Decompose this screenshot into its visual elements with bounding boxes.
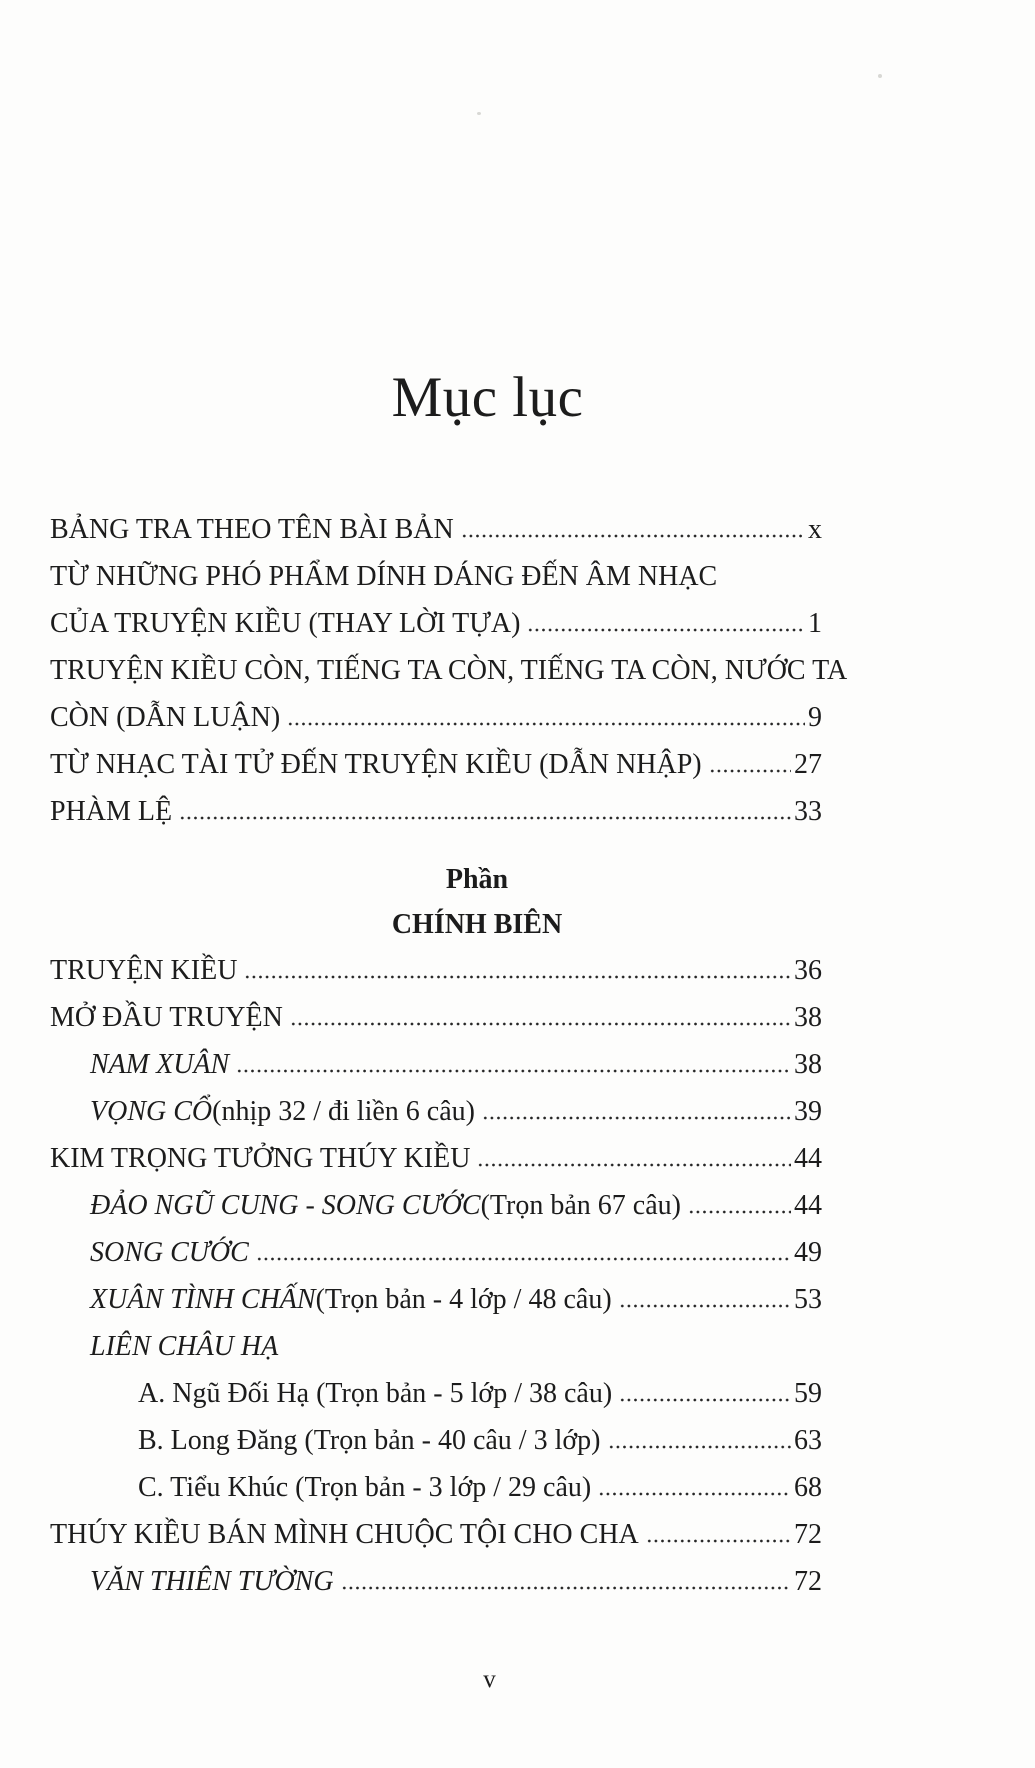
toc-entry [50, 1417, 822, 1464]
toc-entry-label: BẢNG TRA THEO TÊN BÀI BẢN [50, 514, 454, 545]
toc-entry [50, 1088, 822, 1135]
toc-page-number: 9 [808, 702, 822, 733]
toc-leader-dots [244, 959, 791, 979]
toc-entry-label: PHÀM LỆ [50, 796, 173, 827]
toc-entry-label: THÚY KIỀU BÁN MÌNH CHUỘC TỘI CHO CHA [50, 1519, 639, 1550]
toc-leader-dots [290, 1006, 791, 1026]
toc-page-number: 27 [794, 749, 822, 780]
toc-page-number: 63 [794, 1425, 822, 1456]
toc-leader-dots [527, 612, 805, 632]
toc-front-matter [50, 506, 848, 835]
scan-speck [878, 74, 882, 78]
toc-entry-label: TRUYỆN KIỀU [50, 955, 238, 986]
toc-entry [50, 1229, 822, 1276]
toc-entry [50, 1464, 822, 1511]
toc-entry-label: TỪ NHỮNG PHÓ PHẨM DÍNH DÁNG ĐẾN ÂM NHẠC [50, 561, 718, 592]
toc-entry [50, 1323, 822, 1370]
toc-entry [50, 506, 822, 553]
toc-leader-dots [709, 753, 791, 773]
page-title: Mục lục [391, 366, 584, 430]
toc-page-number: x [808, 514, 822, 545]
toc-entry-label-italic: LIÊN CHÂU HẠ [90, 1331, 279, 1362]
toc-leader-dots [619, 1382, 791, 1402]
toc-entry-label: (Trọn bản - 4 lớp / 48 câu) [315, 1284, 612, 1315]
section-heading-line1: Phần [445, 864, 509, 895]
toc-page-number: 39 [794, 1096, 822, 1127]
toc-leader-dots [287, 706, 805, 726]
toc-entry-label: A. Ngũ Đối Hạ (Trọn bản - 5 lớp / 38 câu) [138, 1378, 613, 1409]
toc-entry [50, 600, 822, 647]
toc-entry [50, 994, 822, 1041]
toc-entry-label-italic: SONG CƯỚC [90, 1237, 249, 1268]
toc-entry [50, 1276, 822, 1323]
toc-entry-label: C. Tiểu Khúc (Trọn bản - 3 lớp / 29 câu) [138, 1472, 592, 1503]
toc-entry-label-italic: NAM XUÂN [90, 1049, 230, 1080]
toc-entry-label: CÒN (DẪN LUẬN) [50, 702, 281, 733]
toc-page-number: 53 [794, 1284, 822, 1315]
toc-leader-dots [482, 1100, 791, 1120]
toc-entry [50, 553, 822, 600]
toc-entry [50, 694, 822, 741]
toc-leader-dots [461, 518, 805, 538]
footer-page-number: v [483, 1666, 496, 1693]
toc-leader-dots [256, 1241, 791, 1261]
section-heading [91, 857, 863, 947]
toc-main-part [50, 947, 822, 1605]
toc-entry-label-italic: XUÂN TÌNH CHẤN [90, 1284, 316, 1315]
toc-page-number: 36 [794, 955, 822, 986]
section-heading-line2: CHÍNH BIÊN [391, 909, 563, 940]
toc-entry [50, 647, 848, 694]
toc-page-number: 59 [794, 1378, 822, 1409]
toc-entry-label: CỦA TRUYỆN KIỀU (THAY LỜI TỰA) [50, 608, 521, 639]
table-of-contents [50, 506, 848, 1605]
toc-entry-label: TỪ NHẠC TÀI TỬ ĐẾN TRUYỆN KIỀU (DẪN NHẬP) [50, 749, 702, 780]
toc-entry [50, 947, 822, 994]
toc-entry-label-italic: VĂN THIÊN TƯỜNG [90, 1566, 334, 1597]
toc-page-number: 49 [794, 1237, 822, 1268]
toc-page-number: 38 [794, 1002, 822, 1033]
toc-page-number: 33 [794, 796, 822, 827]
toc-entry [50, 1370, 822, 1417]
toc-leader-dots [598, 1476, 791, 1496]
toc-page-number: 72 [794, 1519, 822, 1550]
toc-entry [50, 1182, 822, 1229]
toc-leader-dots [646, 1523, 791, 1543]
toc-page-number: 1 [808, 608, 822, 639]
toc-leader-dots [608, 1429, 792, 1449]
toc-entry [50, 788, 822, 835]
toc-entry [50, 741, 822, 788]
toc-leader-dots [619, 1288, 791, 1308]
toc-entry-label-italic: ĐẢO NGŨ CUNG - SONG CƯỚC [90, 1190, 481, 1221]
toc-entry [50, 1511, 822, 1558]
toc-leader-dots [236, 1053, 791, 1073]
toc-page-number: 38 [794, 1049, 822, 1080]
toc-page-number: 44 [794, 1143, 822, 1174]
toc-entry-label: B. Long Đăng (Trọn bản - 40 câu / 3 lớp) [138, 1425, 601, 1456]
toc-leader-dots [341, 1570, 791, 1590]
toc-entry [50, 1558, 822, 1605]
toc-leader-dots [477, 1147, 791, 1167]
toc-page-number: 72 [794, 1566, 822, 1597]
toc-entry-label: MỞ ĐẦU TRUYỆN [50, 1002, 283, 1033]
scan-speck [477, 112, 481, 115]
toc-entry-label-italic: VỌNG CỔ [90, 1096, 213, 1127]
toc-entry [50, 1041, 822, 1088]
toc-entry-label: TRUYỆN KIỀU CÒN, TIẾNG TA CÒN, TIẾNG TA CÒN, NƯỚC TA [50, 655, 848, 686]
toc-leader-dots [688, 1194, 791, 1214]
toc-entry-label: (Trọn bản 67 câu) [480, 1190, 681, 1221]
toc-entry [50, 1135, 822, 1182]
toc-page-number: 68 [794, 1472, 822, 1503]
toc-page-number: 44 [794, 1190, 822, 1221]
toc-entry-label: (nhịp 32 / đi liền 6 câu) [212, 1096, 475, 1127]
toc-leader-dots [179, 800, 791, 820]
toc-entry-label: KIM TRỌNG TƯỞNG THÚY KIỀU [50, 1143, 471, 1174]
